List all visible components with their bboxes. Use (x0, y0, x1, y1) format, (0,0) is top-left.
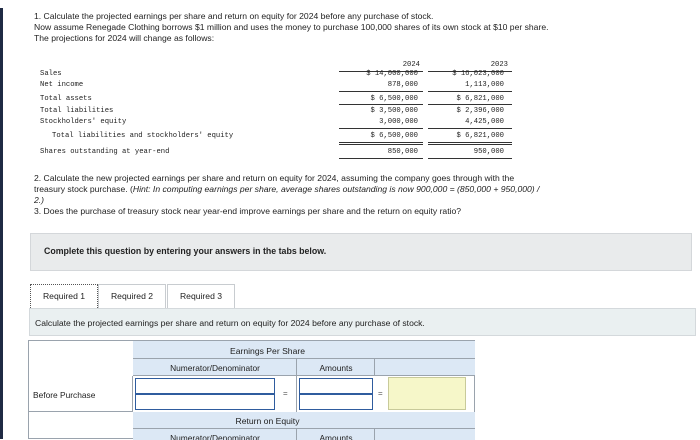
row-before-purchase: Before Purchase (29, 376, 133, 412)
roe-header: Return on Equity (133, 412, 475, 429)
value-2023: 4,425,000 (465, 118, 504, 126)
double-rule-2023 (428, 144, 512, 145)
row-rule-2023 (428, 158, 512, 159)
row-label: Shares outstanding at year-end (40, 148, 170, 156)
hint-text: In computing earnings per share, average shares outstanding is now 900,000 = (850,000 + 950,000) / (150, 184, 540, 194)
double-rule-2023 (428, 142, 512, 143)
value-2023: $ 2,396,000 (456, 107, 504, 115)
value-2023: 950,000 (473, 148, 504, 156)
equals-cell: = (378, 389, 383, 398)
hint-label: Hint: (132, 184, 151, 194)
roe-header-spacer (375, 429, 475, 440)
row-label: Total liabilities and stockholders' equity (52, 132, 234, 140)
question-2-text: treasury stock purchase. ( (34, 184, 133, 194)
tab-required-1[interactable]: Required 1 (30, 284, 98, 308)
projection-intro: The projections for 2024 will change as follows: (34, 33, 215, 43)
eps-denominator-amount-input[interactable] (299, 394, 373, 410)
eps-numerator-amount-input[interactable] (299, 378, 373, 394)
equals-cell: = (277, 376, 297, 412)
value-2024: $ 14,000,000 (366, 70, 418, 78)
tab-required-3[interactable]: Required 3 (167, 284, 235, 308)
tab-prompt: Calculate the projected earnings per share and return on equity for 2024 before any purchase of stock. (35, 318, 425, 328)
roe-num-den-header: Numerator/Denominator (133, 429, 297, 440)
roe-amounts-header: Amounts (297, 429, 375, 440)
instructions-text: Complete this question by entering your answers in the tabs below. (44, 246, 327, 256)
eps-header: Earnings Per Share (133, 341, 475, 359)
eps-numerator-select[interactable] (135, 378, 275, 394)
question-1-line: 1. Calculate the projected earnings per share and return on equity for 2024 before any purchase of stock. (34, 11, 434, 21)
value-2023: 1,113,000 (465, 81, 504, 89)
num-den-header: Numerator/Denominator (133, 359, 297, 376)
row-rule-2024 (339, 91, 423, 92)
answer-grid (28, 340, 475, 439)
value-2024: $ 3,500,000 (370, 107, 418, 115)
col-header-2023: 2023 (490, 61, 508, 69)
row-rule-2023 (428, 91, 512, 92)
scenario-line: Now assume Renegade Clothing borrows $1 million and uses the money to purchase 100,000 shares of its own stock at $10 per share. (34, 22, 549, 32)
col-header-2024: 2024 (402, 61, 420, 69)
value-2024: 878,000 (387, 81, 418, 89)
tab-prompt-bar (29, 308, 696, 336)
tab-required-2[interactable]: Required 2 (98, 284, 166, 308)
window-edge (0, 8, 3, 439)
row-label: Total liabilities (40, 107, 114, 115)
row-label: Total assets (40, 95, 92, 103)
question-2-line2 (34, 184, 539, 195)
value-2024: $ 6,500,000 (370, 132, 418, 140)
row-label: Net income (40, 81, 84, 89)
eps-result-cell[interactable] (388, 377, 466, 410)
row-rule-2023 (428, 104, 512, 105)
value-2024: 3,000,000 (379, 118, 418, 126)
row-rule-2024 (339, 128, 423, 129)
amounts-header: Amounts (297, 359, 375, 376)
value-2024: 850,000 (387, 148, 418, 156)
row-rule-2023 (428, 128, 512, 129)
instructions-panel (30, 233, 692, 271)
value-2023: $ 6,821,000 (456, 132, 504, 140)
eps-denominator-select[interactable] (135, 394, 275, 410)
value-2023: $ 16,023,000 (452, 70, 504, 78)
question-3: 3. Does the purchase of treasury stock near year-end improve earnings per share and the return on equity ratio? (34, 206, 462, 216)
row-label: Stockholders' equity (40, 118, 127, 126)
double-rule-2024 (339, 144, 423, 145)
value-2023: $ 6,821,000 (456, 95, 504, 103)
row-rule-2024 (339, 104, 423, 105)
value-2024: $ 6,500,000 (370, 95, 418, 103)
header-spacer (375, 359, 475, 376)
row-label: Sales (40, 70, 62, 78)
double-rule-2024 (339, 142, 423, 143)
row-rule-2024 (339, 158, 423, 159)
question-2-line1: 2. Calculate the new projected earnings per share and return on equity for 2024, assuming the company goes through with the (34, 173, 515, 183)
question-2-line3: 2.) (34, 195, 45, 205)
